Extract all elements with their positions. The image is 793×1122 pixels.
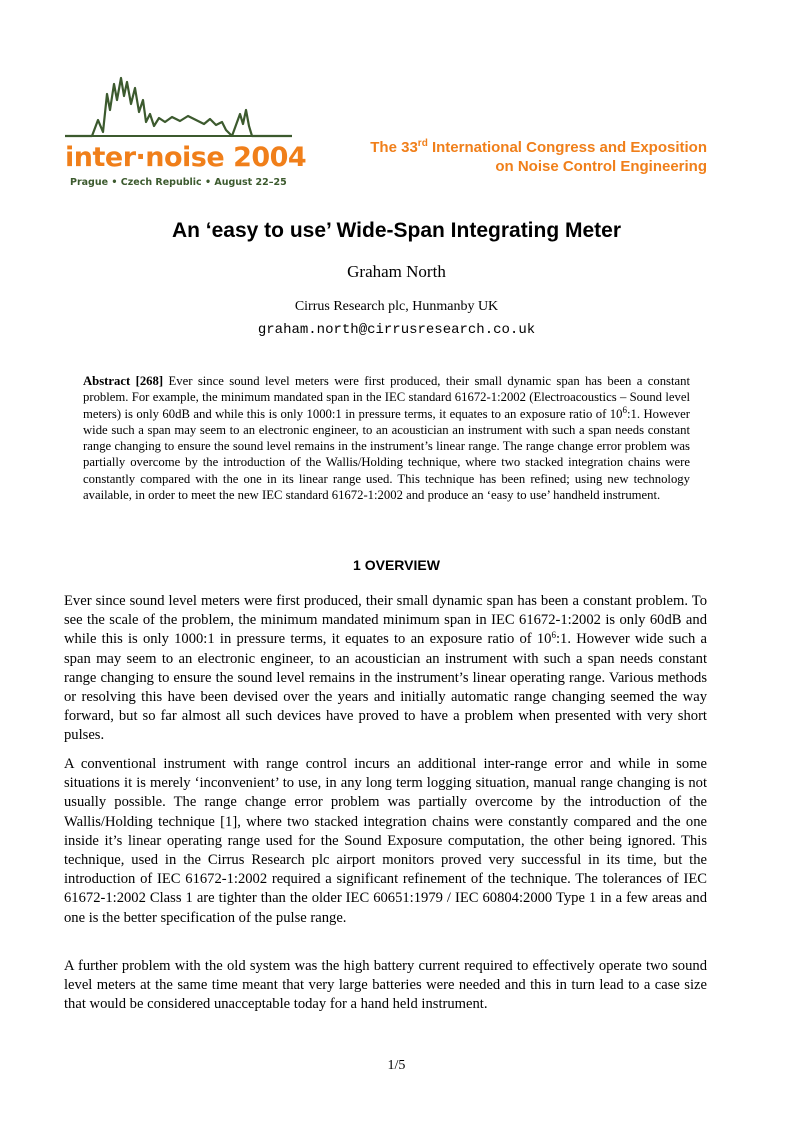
paragraph-1-exponent: 6 bbox=[551, 630, 556, 641]
abstract-text-b: :1. However wide such a span may seem to an electronic engineer, to an acoustician an instrument with such a span needs constant range changing to ensure the sound level remains in the instrument’s linear range. The range change error problem was partially overcome by the introduction of the Wallis/Holding technique, where two stacked integration chains were constantly compared with the one in its linear range used. This technique has been refined; using new technology available, in order to meet the new IEC standard 61672-1:2002 and produce an ‘easy to use’ handheld instrument. bbox=[83, 406, 690, 503]
congress-title bbox=[370, 138, 707, 176]
congress-line-1-post: International Congress and Exposition bbox=[427, 139, 707, 156]
noise-waveform-icon bbox=[62, 70, 294, 150]
paragraph-1-text-a: Ever since sound level meters were first produced, their small dynamic span has been a constant problem. To see the scale of the problem, the minimum mandated minimum span in IEC 61672-1:2002 is only 60dB and while this is only 1000:1 in pressure terms, it equates to an exposure ratio of 10 bbox=[64, 593, 707, 648]
author-name: Graham North bbox=[347, 262, 446, 281]
logo-wordmark: inter·noise 2004 bbox=[65, 142, 307, 173]
logo-subtitle: Prague • Czech Republic • August 22–25 bbox=[70, 177, 287, 188]
ordinal-suffix: rd bbox=[417, 138, 428, 149]
body-paragraph-2: A conventional instrument with range control incurs an additional inter-range error and while in some situations it is merely ‘inconvenient’ to use, in any long term logging situation, manual range changing is not usually possible. The range change error problem was partially overcome by the introduction of the Wallis/Holding technique [1], where two stacked integration chains were constantly compared and the one inside it’s linear operating range used for the Sound Exposure computation, the other being ignored. This technique, used in the Cirrus Research plc airport monitors proved very successful in its time, but the introduction of IEC 61672-1:2002 required a significant refinement of the technique. The tolerances of IEC 61672-1:2002 Class 1 are tighter than the older IEC 60651:1979 / IEC 60804:2000 Type 1 in a few areas and one is the better specification of the pulse range. bbox=[64, 756, 707, 926]
body-paragraph-3: A further problem with the old system was the high battery current required to effectively operate two sound level meters at the same time meant that very large batteries were needed and this in turn lead to a case size that would be considered unacceptable today for a hand held instrument. bbox=[64, 958, 707, 1013]
page-number: 1/5 bbox=[387, 1058, 406, 1073]
congress-line-2: on Noise Control Engineering bbox=[495, 158, 707, 175]
congress-line-1 bbox=[370, 138, 707, 157]
body-paragraph-1 bbox=[64, 592, 707, 746]
abstract-exponent: 6 bbox=[622, 404, 627, 415]
abstract-text-a: Ever since sound level meters were first produced, their small dynamic span has been a constant problem. For example, the minimum mandated span in the IEC standard 61672-1:2002 (Electroacoustics – Sound level meters) is only 60dB and while this is only 1000:1 in pressure terms, it equates to an exposure ratio of 10 bbox=[83, 374, 690, 421]
abstract bbox=[83, 373, 690, 503]
author-affiliation: Cirrus Research plc, Hunmanby UK bbox=[294, 299, 499, 314]
paper-title: An ‘easy to use’ Wide-Span Integrating Meter bbox=[171, 219, 622, 242]
congress-line-1-pre: The 33 bbox=[370, 139, 418, 156]
section-heading: 1 OVERVIEW bbox=[353, 557, 440, 573]
author-email: graham.north@cirrusresearch.co.uk bbox=[257, 322, 536, 338]
inter-noise-logo bbox=[62, 70, 307, 194]
abstract-label: Abstract [268] bbox=[83, 374, 164, 388]
paragraph-1-text-b: :1. However wide such a span may seem to an electronic engineer, to an acoustician an instrument with such a span needs constant range changing to ensure the sound level remains in the instrument’s linear operating range. Various methods or resolving this have been devised over the years and initially automatic range changing seemed the way forward, but so far almost all such devices have proved to have a problem when presented with very short pulses. bbox=[64, 631, 707, 744]
